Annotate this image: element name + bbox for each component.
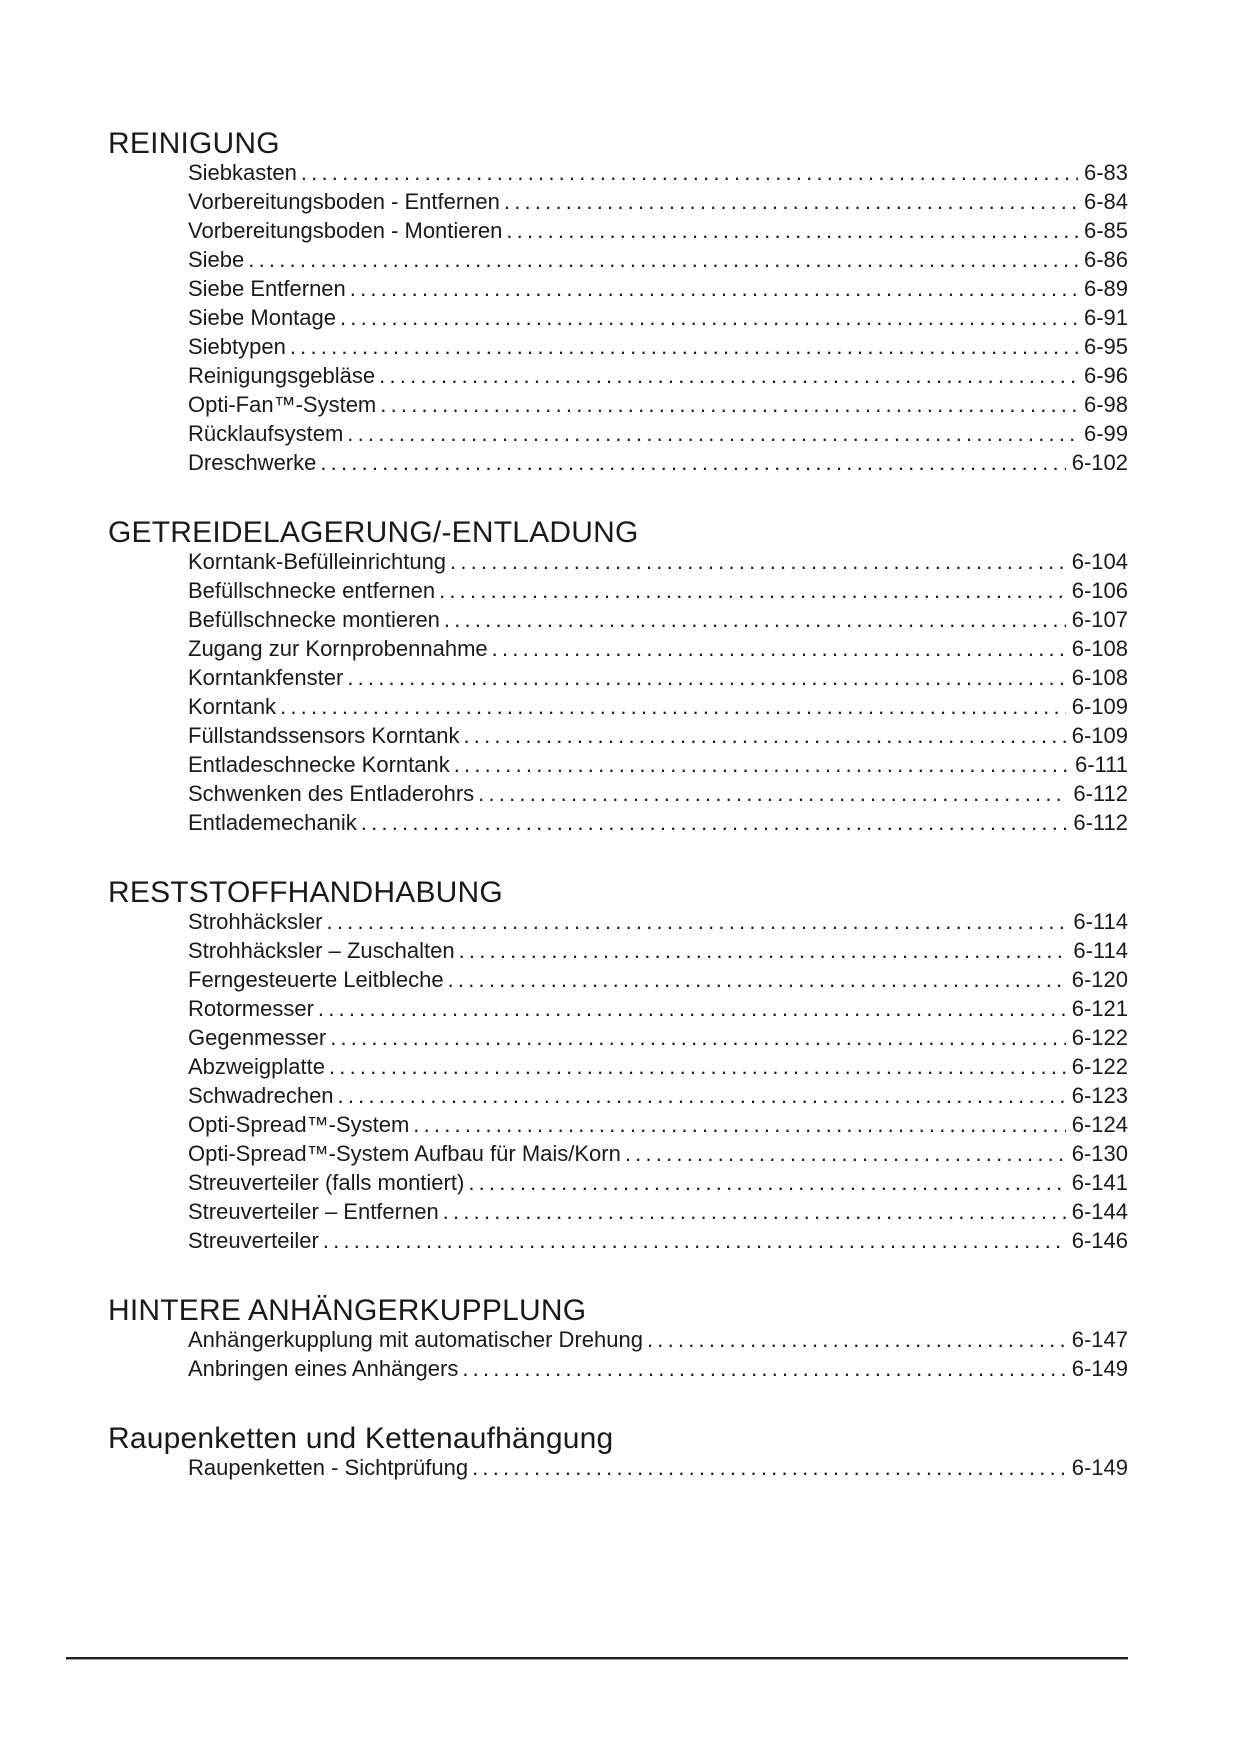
toc-section-heading: GETREIDELAGERUNG/-ENTLADUNG: [108, 516, 639, 549]
toc-dot-leader: [463, 721, 1065, 750]
toc-entry-page-number: 6-112: [1073, 810, 1128, 835]
toc-entry-page-number: 6-91: [1083, 305, 1128, 330]
toc-entry: [188, 187, 1128, 216]
toc-entry-title: Vorbereitungsboden - Entfernen: [188, 189, 500, 214]
toc-dot-leader: [350, 274, 1078, 303]
toc-dot-leader: [248, 245, 1078, 274]
toc-entry-page-number: 6-98: [1083, 392, 1128, 417]
toc-dot-leader: [647, 1325, 1066, 1354]
toc-section-heading: Raupenketten und Kettenaufhängung: [108, 1422, 614, 1455]
toc-entry-title: Streuverteiler: [188, 1228, 319, 1253]
toc-entry-title: Siebe Montage: [188, 305, 336, 330]
toc-entry-page-number: 6-84: [1083, 189, 1128, 214]
toc-entry-page-number: 6-106: [1071, 578, 1128, 603]
toc-entry: [188, 692, 1128, 721]
toc-dot-leader: [301, 158, 1078, 187]
toc-entry-page-number: 6-86: [1083, 247, 1128, 272]
toc-dot-leader: [625, 1139, 1066, 1168]
toc-entry: [188, 1052, 1128, 1081]
toc-entry-title: Dreschwerke: [188, 450, 317, 475]
toc-entry: [188, 808, 1128, 837]
toc-entry-title: Entladeschnecke Korntank: [188, 752, 450, 777]
toc-entry-page-number: 6-109: [1071, 694, 1128, 719]
toc-entry: [188, 965, 1128, 994]
toc-dot-leader: [443, 1197, 1066, 1226]
toc-entries: [188, 907, 1128, 1255]
toc-section: [108, 1293, 1128, 1383]
toc-dot-leader: [444, 605, 1066, 634]
toc-entry-title: Schwadrechen: [188, 1083, 334, 1108]
toc-entry: [188, 1325, 1128, 1354]
toc-entry: [188, 1081, 1128, 1110]
toc-entry: [188, 663, 1128, 692]
toc-dot-leader: [413, 1110, 1065, 1139]
footer-rule: [66, 1657, 1128, 1659]
toc-entry-title: Siebkasten: [188, 160, 297, 185]
toc-entry-page-number: 6-108: [1071, 636, 1128, 661]
toc-entry-page-number: 6-149: [1071, 1356, 1128, 1381]
toc-entry-page-number: 6-121: [1071, 996, 1128, 1021]
toc-entries: [188, 1325, 1128, 1383]
toc-entry-title: Strohhäcksler: [188, 909, 323, 934]
toc-entry: [188, 576, 1128, 605]
toc-entry: [188, 936, 1128, 965]
toc-dot-leader: [462, 1354, 1065, 1383]
toc-dot-leader: [478, 779, 1067, 808]
toc-entry: [188, 1110, 1128, 1139]
toc-entry-title: Schwenken des Entladerohrs: [188, 781, 475, 806]
toc-entry: [188, 547, 1128, 576]
toc-entry-title: Befüllschnecke montieren: [188, 607, 440, 632]
toc-entry: [188, 1226, 1128, 1255]
toc-entry-page-number: 6-109: [1071, 723, 1128, 748]
toc-dot-leader: [347, 419, 1078, 448]
toc-entry: [188, 303, 1128, 332]
toc-entry: [188, 1197, 1128, 1226]
toc-section: [108, 875, 1128, 1255]
toc-entry: [188, 779, 1128, 808]
toc-entry-page-number: 6-102: [1071, 450, 1128, 475]
toc-entry: [188, 1168, 1128, 1197]
toc-entry-page-number: 6-130: [1071, 1141, 1128, 1166]
toc-dot-leader: [459, 936, 1068, 965]
toc-entry-title: Siebe: [188, 247, 245, 272]
toc-entry-title: Anbringen eines Anhängers: [188, 1356, 459, 1381]
toc-entries: [188, 547, 1128, 837]
toc-entry: [188, 448, 1128, 477]
toc-entry-title: Korntankfenster: [188, 665, 344, 690]
toc-section: [108, 1421, 1128, 1482]
toc-entry: [188, 907, 1128, 936]
toc-dot-leader: [472, 1453, 1066, 1482]
toc-entry-title: Reinigungsgebläse: [188, 363, 376, 388]
toc-dot-leader: [340, 303, 1078, 332]
toc-entry-page-number: 6-112: [1073, 781, 1128, 806]
toc-entry: [188, 1354, 1128, 1383]
toc-entry-page-number: 6-83: [1083, 160, 1128, 185]
toc-dot-leader: [379, 361, 1078, 390]
toc-entry-page-number: 6-146: [1071, 1228, 1128, 1253]
toc-entry: [188, 634, 1128, 663]
toc-entry-title: Vorbereitungsboden - Montieren: [188, 218, 503, 243]
toc-entry-page-number: 6-96: [1083, 363, 1128, 388]
toc-dot-leader: [329, 1052, 1066, 1081]
toc-entry: [188, 216, 1128, 245]
toc-entry-title: Ferngesteuerte Leitbleche: [188, 967, 444, 992]
toc-entry-title: Füllstandssensors Korntank: [188, 723, 460, 748]
toc-entry-title: Opti-Spread™-System Aufbau für Mais/Korn: [188, 1141, 621, 1166]
toc-entry-page-number: 6-144: [1071, 1199, 1128, 1224]
toc-entry-page-number: 6-124: [1071, 1112, 1128, 1137]
toc-entry: [188, 605, 1128, 634]
toc-entry-page-number: 6-104: [1071, 549, 1128, 574]
toc-dot-leader: [506, 216, 1078, 245]
toc-dot-leader: [492, 634, 1066, 663]
toc-entry-title: Zugang zur Kornprobennahme: [188, 636, 488, 661]
toc-entry-page-number: 6-85: [1083, 218, 1128, 243]
toc-entry: [188, 721, 1128, 750]
toc-entry-title: Gegenmesser: [188, 1025, 327, 1050]
toc-entry-title: Entlademechanik: [188, 810, 357, 835]
toc-entry-page-number: 6-114: [1073, 938, 1128, 963]
toc-entry-page-number: 6-107: [1071, 607, 1128, 632]
toc-entry: [188, 361, 1128, 390]
toc-dot-leader: [327, 907, 1068, 936]
toc-entry-title: Opti-Spread™-System: [188, 1112, 410, 1137]
toc-entry-page-number: 6-89: [1083, 276, 1128, 301]
toc-entry-page-number: 6-141: [1071, 1170, 1128, 1195]
toc-entry-page-number: 6-149: [1071, 1455, 1128, 1480]
toc-entry-title: Streuverteiler (falls montiert): [188, 1170, 465, 1195]
toc-entry: [188, 1023, 1128, 1052]
toc-entry-title: Opti-Fan™-System: [188, 392, 377, 417]
toc-entry-page-number: 6-111: [1074, 752, 1128, 777]
toc-dot-leader: [454, 750, 1069, 779]
toc-entry: [188, 158, 1128, 187]
toc-entry: [188, 274, 1128, 303]
toc-entry: [188, 1139, 1128, 1168]
toc-entry-page-number: 6-108: [1071, 665, 1128, 690]
toc-dot-leader: [504, 187, 1078, 216]
toc-entry-title: Siebe Entfernen: [188, 276, 346, 301]
toc-entry-title: Korntank-Befülleinrichtung: [188, 549, 447, 574]
toc-dot-leader: [320, 448, 1065, 477]
toc-entry: [188, 750, 1128, 779]
toc-dot-leader: [347, 663, 1065, 692]
toc-entry: [188, 1453, 1128, 1482]
toc-section-heading: HINTERE ANHÄNGERKUPPLUNG: [108, 1294, 587, 1327]
toc-entry-title: Abzweigplatte: [188, 1054, 325, 1079]
toc-dot-leader: [323, 1226, 1066, 1255]
toc-dot-leader: [338, 1081, 1066, 1110]
toc-entry-page-number: 6-122: [1071, 1025, 1128, 1050]
toc-entry-page-number: 6-95: [1083, 334, 1128, 359]
toc-dot-leader: [330, 1023, 1066, 1052]
toc-entry: [188, 332, 1128, 361]
toc-dot-leader: [318, 994, 1066, 1023]
toc-dot-leader: [380, 390, 1078, 419]
toc-dot-leader: [280, 692, 1066, 721]
toc-entry-title: Befüllschnecke entfernen: [188, 578, 436, 603]
toc-section: [108, 515, 1128, 837]
toc-entry: [188, 390, 1128, 419]
toc-dot-leader: [439, 576, 1066, 605]
toc-entries: [188, 158, 1128, 477]
toc-dot-leader: [468, 1168, 1065, 1197]
toc-entry-title: Siebtypen: [188, 334, 286, 359]
toc-section: [108, 126, 1128, 477]
toc-entry-page-number: 6-114: [1073, 909, 1128, 934]
toc-entry-title: Strohhäcksler – Zuschalten: [188, 938, 455, 963]
toc-entries: [188, 1453, 1128, 1482]
toc-entry: [188, 245, 1128, 274]
toc-entry: [188, 419, 1128, 448]
toc-entry-page-number: 6-99: [1083, 421, 1128, 446]
toc-section-heading: RESTSTOFFHANDHABUNG: [108, 876, 503, 909]
toc-entry-page-number: 6-147: [1071, 1327, 1128, 1352]
toc-entry-title: Korntank: [188, 694, 277, 719]
toc-dot-leader: [450, 547, 1066, 576]
toc-entry: [188, 994, 1128, 1023]
toc-section-heading: REINIGUNG: [108, 127, 280, 160]
toc-entry-title: Raupenketten - Sichtprüfung: [188, 1455, 469, 1480]
toc-entry-title: Streuverteiler – Entfernen: [188, 1199, 439, 1224]
toc-content: [108, 126, 1128, 1482]
toc-entry-page-number: 6-123: [1071, 1083, 1128, 1108]
toc-dot-leader: [361, 808, 1068, 837]
toc-dot-leader: [448, 965, 1066, 994]
toc-dot-leader: [290, 332, 1078, 361]
toc-entry-title: Rücklaufsystem: [188, 421, 344, 446]
toc-entry-title: Anhängerkupplung mit automatischer Drehung: [188, 1327, 643, 1352]
toc-entry-page-number: 6-122: [1071, 1054, 1128, 1079]
toc-entry-page-number: 6-120: [1071, 967, 1128, 992]
toc-entry-title: Rotormesser: [188, 996, 314, 1021]
